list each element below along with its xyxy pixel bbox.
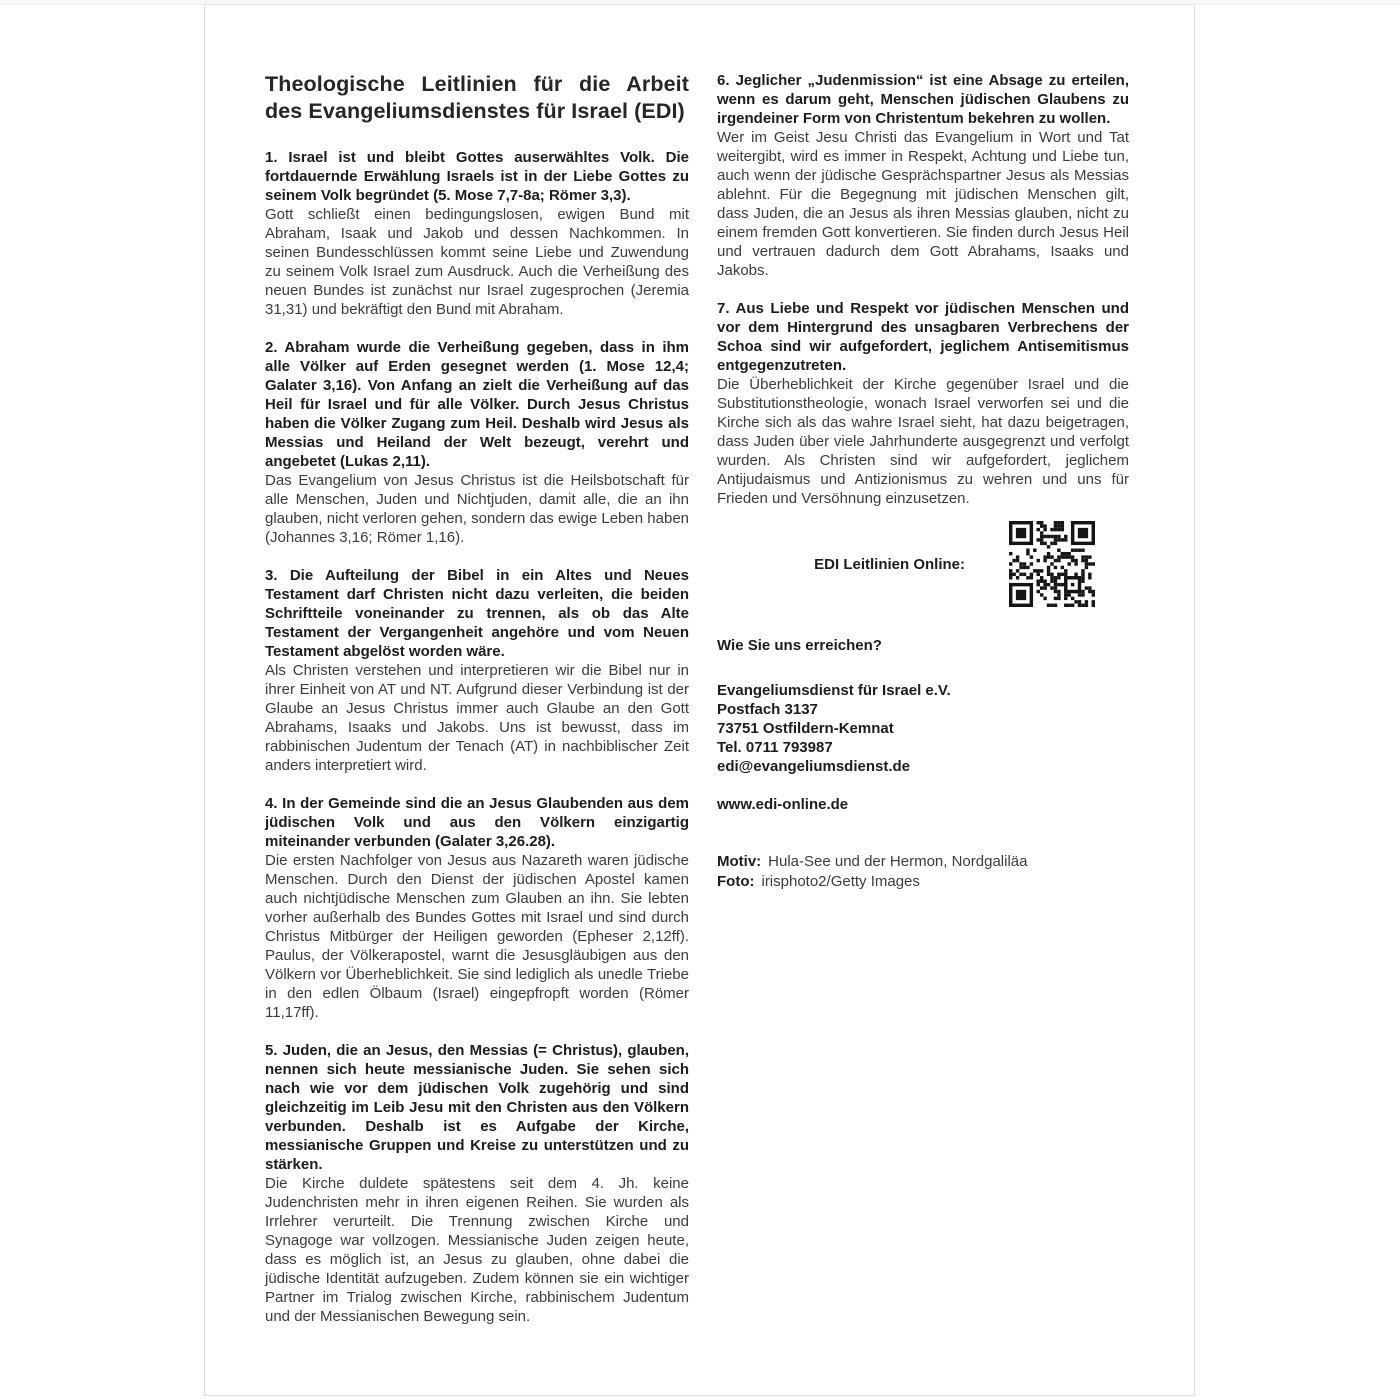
credit-motiv bbox=[717, 852, 1129, 872]
credits-block bbox=[717, 852, 1129, 892]
contact-pobox: Postfach 3137 bbox=[717, 701, 818, 718]
section-1 bbox=[265, 148, 689, 319]
motiv-text: Hula-See und der Hermon, Nordgaliläa bbox=[768, 853, 1028, 870]
section-heading: 4. In der Gemeinde sind die an Jesus Glaubenden aus dem jüdischen Volk und aus den Völkern einzigartig miteinander verbunden (Galater 3,26.28). bbox=[265, 795, 689, 850]
edi-online-row bbox=[717, 521, 1095, 607]
page-content bbox=[205, 5, 1194, 1345]
qr-code-icon bbox=[1009, 521, 1095, 607]
section-heading: 5. Juden, die an Jesus, den Messias (= Christus), glauben, nennen sich heute messianische Juden. Sie sehen sich nach wie vor dem jüdischen Volk zugehörig und sind gleichzeitig im Leib Jesu mit den Christen aus den Völkern verbunden. Deshalb ist es Aufgabe der Kirche, messianische Gruppen und Kreise zu unterstützen und zu stärken. bbox=[265, 1042, 689, 1173]
section-heading: 3. Die Aufteilung der Bibel in ein Altes und Neues Testament darf Christen nicht dazu verleiten, die beiden Schriftteile voneinander zu trennen, als ob das Alte Testament der Vergangenheit angehöre und vom Neuen Testament abgelöst worden wäre. bbox=[265, 567, 689, 660]
contact-org: Evangeliumsdienst für Israel e.V. bbox=[717, 682, 951, 699]
website-url: www.edi-online.de bbox=[717, 796, 849, 813]
left-column bbox=[265, 71, 689, 1345]
contact-phone: Tel. 0711 793987 bbox=[717, 739, 833, 756]
section-body: Das Evangelium von Jesus Christus ist die Heilsbotschaft für alle Menschen, Juden und Nichtjuden, damit alle, die an ihn glauben, nicht verloren gehen, sondern das ewige Leben haben (Johannes 3,16; Römer 1,16). bbox=[265, 472, 689, 546]
section-heading: 7. Aus Liebe und Respekt vor jüdischen Menschen und vor dem Hintergrund des unsagbaren Verbrechens der Schoa sind wir aufgefordert, jeglichem Antisemitismus entgegenzutreten. bbox=[717, 300, 1129, 374]
section-heading: 2. Abraham wurde die Verheißung gegeben, dass in ihm alle Völker auf Erden gesegnet werden (1. Mose 12,4; Galater 3,16). Von Anfang an zielt die Verheißung auf das Heil für Israel und für alle Völker. Durch Jesus Christus haben die Völker Zugang zum Heil. Deshalb wird Jesus als Messias und Heiland der Welt bezeugt, verehrt und angebetet (Lukas 2,11). bbox=[265, 339, 689, 470]
contact-block bbox=[717, 681, 1129, 776]
section-body: Die Überheblichkeit der Kirche gegenüber Israel und die Substitutionstheologie, wonach Israel verworfen sei und die Kirche sich als das wahre Israel sieht, hat dazu beigetragen, dass Juden über viele Jahrhunderte ausgegrenzt und verfolgt wurden. Als Christen sind wir aufgefordert, jeglichem Antijudaismus und Antizionismus zu wehren und uns für Frieden und Versöhnung einzusetzen. bbox=[717, 376, 1129, 507]
foto-label: Foto: bbox=[717, 873, 755, 890]
section-body: Die ersten Nachfolger von Jesus aus Nazareth waren jüdische Menschen. Durch den Dienst der jüdischen Apostel kamen auch nichtjüdische Menschen zum Glauben an ihn. Sie lebten vorher außerhalb des Bundes Gottes mit Israel und sind durch Christus Mitbürger der Heiligen geworden (Epheser 2,12ff). Paulus, der Völkerapostel, warnt die Jesusgläubigen aus den Völkern vor Überheblichkeit. Sie sind lediglich als unedle Triebe in den edlen Ölbaum (Israel) eingepfropft worden (Römer 11,17ff). bbox=[265, 852, 689, 1021]
contact-email: edi@evangeliumsdienst.de bbox=[717, 758, 911, 775]
section-heading: 1. Israel ist und bleibt Gottes auserwähltes Volk. Die fortdauernde Erwählung Israels ist in der Liebe Gottes zu seinem Volk begründet (5. Mose 7,7-8a; Römer 3,3). bbox=[265, 149, 689, 204]
contact-city: 73751 Ostfildern-Kemnat bbox=[717, 720, 894, 737]
right-column bbox=[717, 71, 1129, 1345]
section-body: Gott schließt einen bedingungslosen, ewigen Bund mit Abraham, Isaak und Jakob und dessen Nachkommen. In seinen Bundesschlüssen kommt seine Liebe und Zuwendung zu seinem Volk Israel zum Ausdruck. Auch die Verheißung des neuen Bundes ist zunächst nur Israel zugesprochen (Jeremia 31,31) und bekräftigt den Bund mit Abraham. bbox=[265, 206, 689, 318]
contact-heading: Wie Sie uns erreichen? bbox=[717, 637, 882, 654]
section-2 bbox=[265, 338, 689, 547]
section-body: Wer im Geist Jesu Christi das Evangelium in Wort und Tat weitergibt, wird es immer in Respekt, Achtung und Liebe tun, auch wenn der jüdische Gesprächspartner Jesus als Messias ablehnt. Für die Begegnung mit jüdischen Menschen gilt, dass Juden, die an Jesus als ihren Messias glauben, nicht zu einem fremden Gott konvertieren. Sie finden durch Jesus Heil und vertrauen dadurch dem Gott Abrahams, Isaaks und Jakobs. bbox=[717, 129, 1129, 279]
section-7 bbox=[717, 299, 1129, 508]
section-4 bbox=[265, 794, 689, 1022]
foto-text: irisphoto2/Getty Images bbox=[761, 873, 920, 890]
motiv-label: Motiv: bbox=[717, 853, 762, 870]
section-heading: 6. Jeglicher „Judenmission“ ist eine Absage zu erteilen, wenn es darum geht, Menschen jüdischen Glaubens zu irgendeiner Form von Christentum bekehren zu wollen. bbox=[717, 72, 1129, 127]
document-title: Theologische Leitlinien für die Arbeit des Evangeliumsdienstes für Israel (EDI) bbox=[265, 72, 689, 123]
edi-online-label: EDI Leitlinien Online: bbox=[814, 555, 965, 573]
section-body: Als Christen verstehen und interpretieren wir die Bibel nur in ihrer Einheit von AT und NT. Aufgrund dieser Verbindung ist der Glaube an Jesus Christus immer auch Glaube an den Gott Abrahams, Isaaks und Jakobs. Uns ist bewusst, dass im rabbinischen Judentum der Tenach (AT) in nachbiblischer Zeit anders interpretiert wird. bbox=[265, 662, 689, 774]
credit-foto bbox=[717, 872, 1129, 892]
document-page bbox=[204, 4, 1195, 1396]
section-6 bbox=[717, 71, 1129, 280]
section-body: Die Kirche duldete spätestens seit dem 4. Jh. keine Judenchristen mehr in ihren eigenen Reihen. Sie wurden als Irrlehrer verurteilt. Die Trennung zwischen Kirche und Synagoge war vollzogen. Messianische Juden zeigen heute, dass es möglich ist, an Jesus zu glauben, ohne dabei die jüdische Identität aufzugeben. Zudem können sie ein wichtiger Partner im Trialog zwischen Kirche, rabbinischem Judentum und der Messianischen Bewegung sein. bbox=[265, 1175, 689, 1325]
section-3 bbox=[265, 566, 689, 775]
section-5 bbox=[265, 1041, 689, 1326]
